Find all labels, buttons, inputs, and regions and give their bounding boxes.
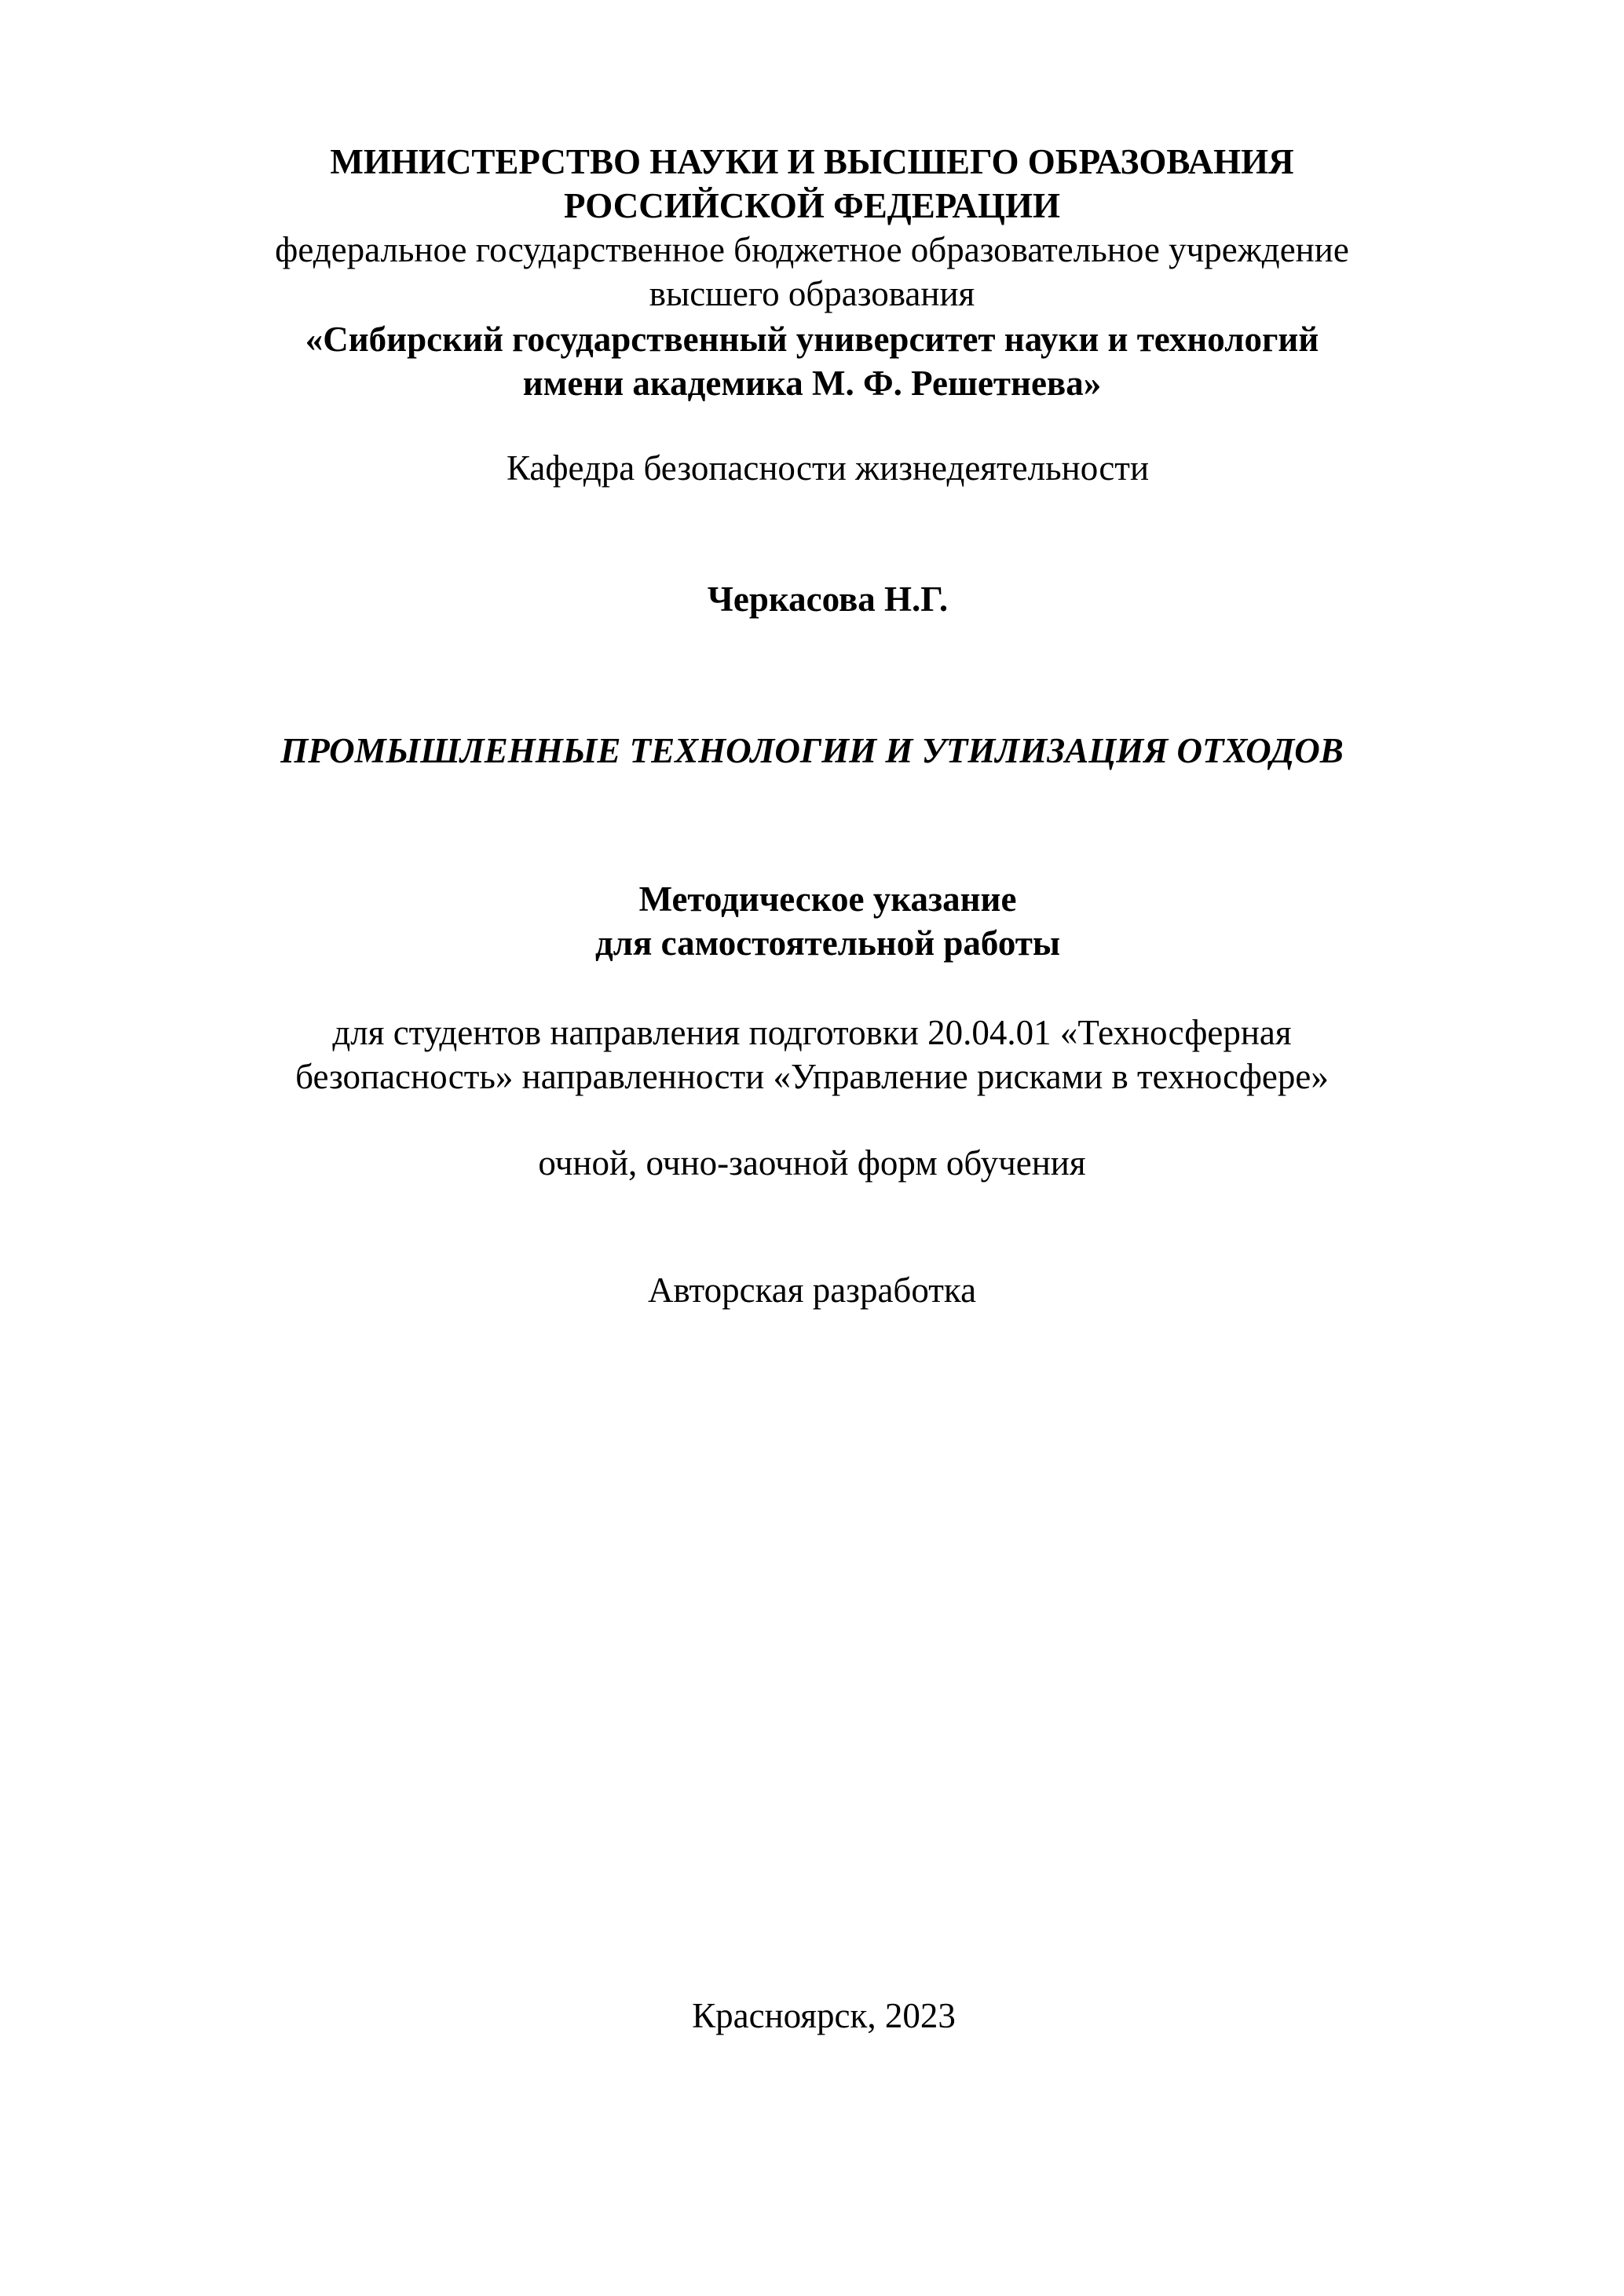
audience-line-2: безопасность» направленности «Управление рисками в техносфере»: [295, 1057, 1329, 1096]
university-name-line-2: имени академика М. Ф. Решетнева»: [522, 364, 1102, 403]
document-title: ПРОМЫШЛЕННЫЕ ТЕХНОЛОГИИ И УТИЛИЗАЦИЯ ОТХОДОВ: [280, 731, 1344, 770]
institution-type-line-2: высшего образования: [649, 274, 975, 313]
document-type-line-2: для самостоятельной работы: [595, 923, 1060, 963]
study-form: очной, очно-заочной форм обучения: [538, 1143, 1086, 1183]
ministry-line-1: МИНИСТЕРСТВО НАУКИ И ВЫСШЕГО ОБРАЗОВАНИЯ: [330, 142, 1294, 181]
ministry-line-2: РОССИЙСКОЙ ФЕДЕРАЦИИ: [564, 186, 1060, 225]
audience-line-1: для студентов направления подготовки 20.04.01 «Техносферная: [332, 1013, 1292, 1052]
university-name-line-1: «Сибирский государственный университет науки и технологий: [305, 320, 1319, 359]
city-year: Красноярск, 2023: [692, 1996, 956, 2035]
document-type-line-1: Методическое указание: [638, 879, 1017, 919]
author: Черкасова Н.Г.: [707, 579, 949, 619]
institution-type-line-1: федеральное государственное бюджетное образовательное учреждение: [275, 230, 1349, 269]
department: Кафедра безопасности жизнедеятельности: [506, 448, 1150, 488]
authorship-note: Авторская разработка: [647, 1270, 977, 1310]
